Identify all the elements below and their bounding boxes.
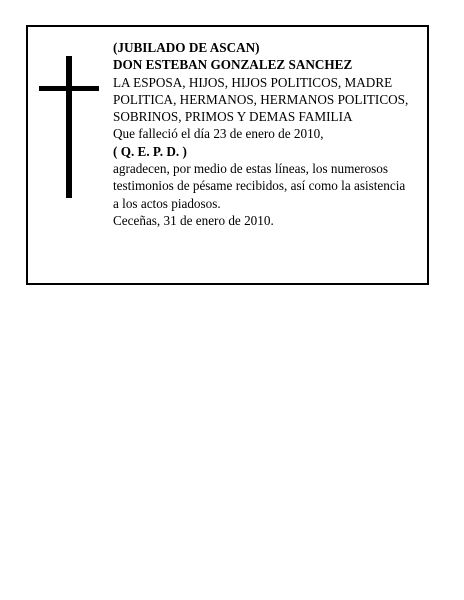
thanks-line-1: agradecen, por medio de estas líneas, los numerosos [113, 161, 389, 177]
notice-text [113, 39, 425, 229]
family-line-3: SOBRINOS, PRIMOS Y DEMAS FAMILIA [113, 109, 353, 125]
thanks-line-2: testimonios de pésame recibidos, así como la asistencia [113, 178, 406, 194]
place-date: Ceceñas, 31 de enero de 2010. [113, 212, 274, 228]
death-statement: Que falleció el día 23 de enero de 2010, [113, 126, 324, 142]
family-line-2: POLITICA, HERMANOS, HERMANOS POLITICOS, [113, 91, 409, 107]
thanks-line-3: a los actos piadosos. [113, 195, 221, 211]
family-line-1: LA ESPOSA, HIJOS, HIJOS POLITICOS, MADRE [113, 74, 393, 90]
cross-vertical-bar [66, 56, 72, 198]
cross-horizontal-bar [39, 86, 99, 91]
qepd-line: ( Q. E. P. D. ) [113, 143, 187, 159]
obituary-notice [26, 25, 429, 285]
deceased-name: DON ESTEBAN GONZALEZ SANCHEZ [113, 57, 353, 73]
occupation-line: (JUBILADO DE ASCAN) [113, 40, 260, 55]
